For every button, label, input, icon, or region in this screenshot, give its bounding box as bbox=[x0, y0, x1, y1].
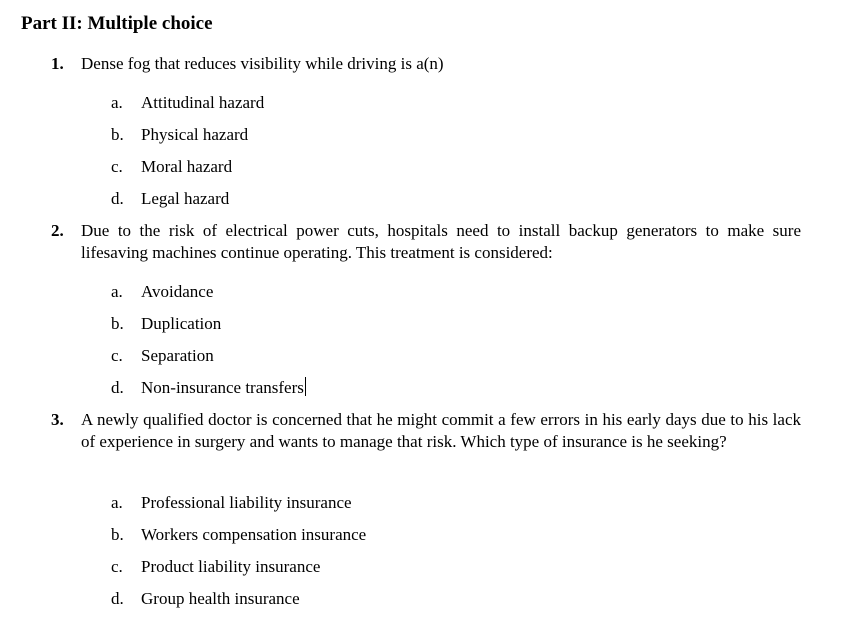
question-1-option-a bbox=[111, 92, 264, 114]
option-text: Avoidance bbox=[141, 282, 214, 301]
question-2-option-c bbox=[111, 345, 214, 367]
option-text: Separation bbox=[141, 346, 214, 365]
question-3-option-c bbox=[111, 556, 320, 578]
option-text: Legal hazard bbox=[141, 189, 230, 208]
option-text: Duplication bbox=[141, 314, 222, 333]
option-letter: c. bbox=[111, 157, 123, 176]
question-1-option-d bbox=[111, 188, 229, 210]
question-2-option-b bbox=[111, 313, 221, 335]
option-text: Product liability insurance bbox=[141, 557, 321, 576]
question-3-text: A newly qualified doctor is concerned that he might commit a few errors in his early days due to his lack of experience in surgery and wants to manage that risk. Which type of insurance is he seeking? bbox=[81, 410, 801, 451]
option-letter: c. bbox=[111, 557, 123, 576]
question-1-option-c bbox=[111, 156, 232, 178]
question-3-option-b bbox=[111, 524, 366, 546]
option-text: Group health insurance bbox=[141, 589, 300, 608]
question-1-number: 1. bbox=[51, 54, 64, 73]
question-3-option-d bbox=[111, 588, 300, 610]
option-letter: a. bbox=[111, 282, 123, 301]
option-text: Professional liability insurance bbox=[141, 493, 352, 512]
option-text: Attitudinal hazard bbox=[141, 93, 265, 112]
option-text: Moral hazard bbox=[141, 157, 233, 176]
option-letter: d. bbox=[111, 589, 124, 608]
question-2-option-a bbox=[111, 281, 213, 303]
question-2-number: 2. bbox=[51, 221, 64, 240]
option-letter: b. bbox=[111, 125, 124, 144]
question-1-text: Dense fog that reduces visibility while driving is a(n) bbox=[81, 54, 444, 73]
option-letter: d. bbox=[111, 378, 124, 397]
option-letter: a. bbox=[111, 93, 123, 112]
option-letter: c. bbox=[111, 346, 123, 365]
option-letter: b. bbox=[111, 314, 124, 333]
option-text: Physical hazard bbox=[141, 125, 249, 144]
question-3-number: 3. bbox=[51, 410, 64, 429]
section-title: Part II: Multiple choice bbox=[21, 13, 213, 34]
question-2-text: Due to the risk of electrical power cuts, hospitals need to install backup generators to make sure lifesaving machines continue operating. This treatment is considered: bbox=[81, 221, 801, 262]
question-3-option-a bbox=[111, 492, 352, 514]
option-letter: a. bbox=[111, 493, 123, 512]
text-cursor bbox=[305, 377, 306, 396]
question-2-option-d bbox=[111, 377, 306, 399]
option-letter: b. bbox=[111, 525, 124, 544]
question-1-option-b bbox=[111, 124, 248, 146]
option-text: Non-insurance transfers bbox=[141, 378, 304, 397]
option-text: Workers compensation insurance bbox=[141, 525, 367, 544]
option-letter: d. bbox=[111, 189, 124, 208]
